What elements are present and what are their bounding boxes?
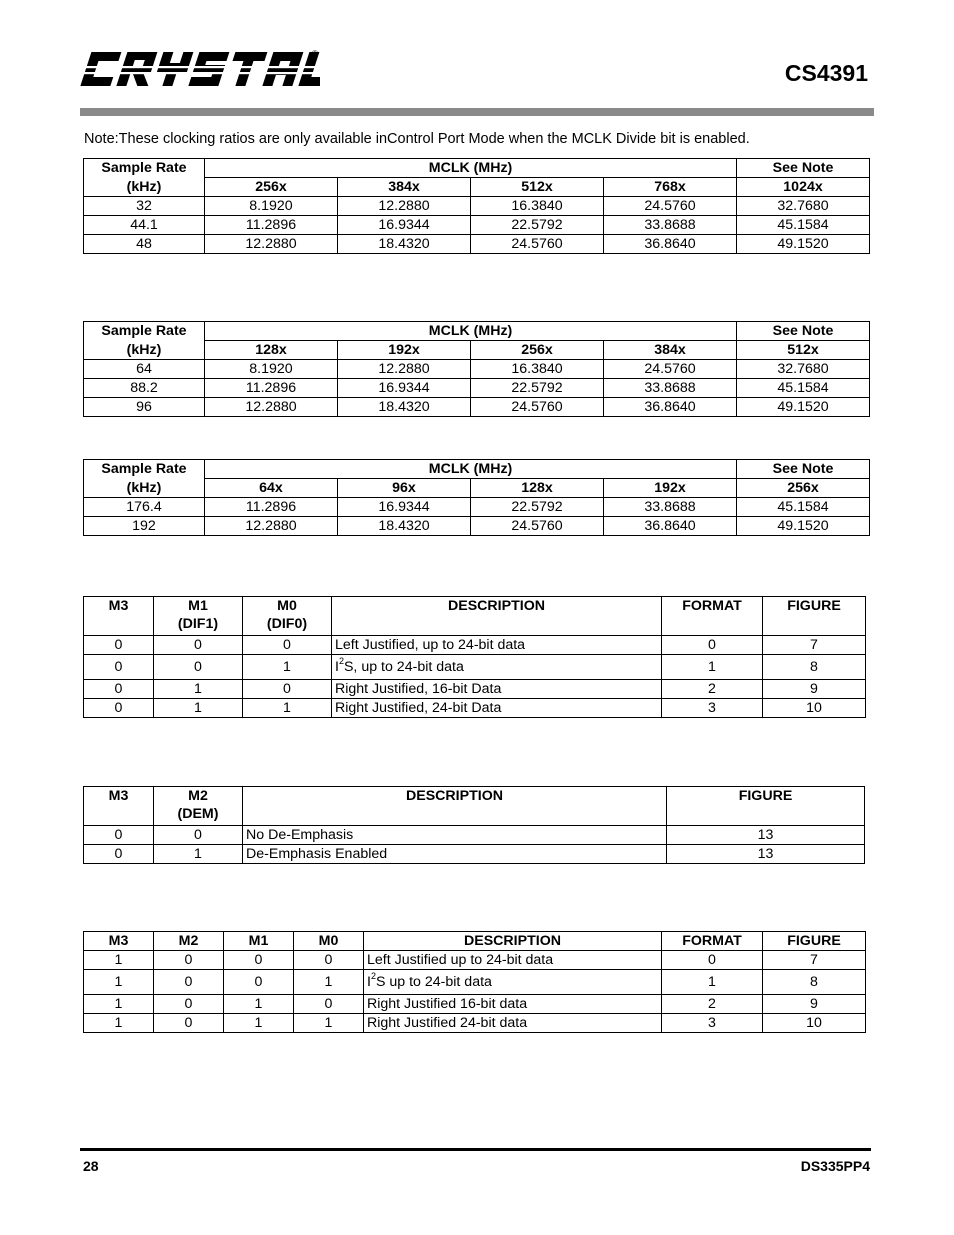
- cell: 0: [154, 826, 243, 845]
- cell: 24.5760: [471, 517, 604, 536]
- table-row: [84, 1014, 866, 1033]
- cell: 0: [154, 951, 224, 970]
- cell: 36.8640: [604, 517, 737, 536]
- cell: 1: [294, 1014, 364, 1033]
- cell: 1: [154, 845, 243, 864]
- cell: 16.3840: [471, 360, 604, 379]
- ratio-header: 96x: [338, 479, 471, 498]
- see-note-header: See Note: [737, 159, 870, 178]
- see-note-header: See Note: [737, 322, 870, 341]
- cell: 16.9344: [338, 498, 471, 517]
- table-row: [84, 951, 866, 970]
- mclk-header: MCLK (MHz): [205, 460, 737, 479]
- table-row: [84, 826, 865, 845]
- cell: 44.1: [84, 216, 205, 235]
- cell: 192: [84, 517, 205, 536]
- cell: 1: [224, 995, 294, 1014]
- description-header: DESCRIPTION: [332, 597, 662, 636]
- cell: 11.2896: [205, 379, 338, 398]
- page-number: 28: [83, 1158, 99, 1174]
- cell: 0: [84, 636, 154, 655]
- cell: 3: [662, 699, 763, 718]
- footer-rule: [80, 1148, 871, 1151]
- cell: 48: [84, 235, 205, 254]
- cell: 11.2896: [205, 216, 338, 235]
- cell: 0: [224, 970, 294, 995]
- ratio-header: 192x: [604, 479, 737, 498]
- header-rule: [80, 108, 874, 116]
- cell: 49.1520: [737, 517, 870, 536]
- cell: 22.5792: [471, 498, 604, 517]
- format-header: FORMAT: [662, 597, 763, 636]
- crystal-logo: [80, 44, 320, 94]
- description-cell: $I^2S$ up to 24-bit data: [364, 970, 662, 995]
- ratio-header: 256x: [471, 341, 604, 360]
- cell: 24.5760: [604, 360, 737, 379]
- figure-header: FIGURE: [763, 932, 866, 951]
- cell: 1: [243, 655, 332, 680]
- table-row: [84, 636, 866, 655]
- cell: 0: [224, 951, 294, 970]
- ratio-header: 384x: [604, 341, 737, 360]
- table-row: [84, 498, 870, 517]
- table-row: [84, 379, 870, 398]
- cell: 96: [84, 398, 205, 417]
- table-row: [84, 699, 866, 718]
- description-cell: Right Justified 24-bit data: [364, 1014, 662, 1033]
- cell: 10: [763, 1014, 866, 1033]
- table-row: [84, 360, 870, 379]
- table-row: [84, 845, 865, 864]
- description-cell: Left Justified up to 24-bit data: [364, 951, 662, 970]
- table-row: [84, 235, 870, 254]
- cell: 1: [84, 1014, 154, 1033]
- description-cell: Right Justified, 16-bit Data: [332, 680, 662, 699]
- ratio-header: 128x: [471, 479, 604, 498]
- cell: 32.7680: [737, 360, 870, 379]
- table-row: [84, 216, 870, 235]
- cell: 9: [763, 680, 866, 699]
- cell: 0: [84, 845, 154, 864]
- cell: 10: [763, 699, 866, 718]
- cell: 1: [84, 951, 154, 970]
- khz-header: (kHz): [84, 479, 205, 498]
- cell: 0: [243, 636, 332, 655]
- table-row: [84, 970, 866, 995]
- cell: 0: [154, 995, 224, 1014]
- mclk-table-1: [83, 158, 870, 254]
- m2-header: M2: [154, 932, 224, 951]
- ratio-header: 256x: [205, 178, 338, 197]
- description-cell: Right Justified 16-bit data: [364, 995, 662, 1014]
- deemphasis-table: [83, 786, 865, 864]
- cell: 176.4: [84, 498, 205, 517]
- cell: 24.5760: [471, 398, 604, 417]
- cell: 13: [667, 826, 865, 845]
- cell: 45.1584: [737, 216, 870, 235]
- m0-header: M0: [294, 932, 364, 951]
- description-cell: De-Emphasis Enabled: [243, 845, 667, 864]
- khz-header: (kHz): [84, 341, 205, 360]
- m3-header: M3: [84, 597, 154, 636]
- description-cell: $I^2S$, up to 24-bit data: [332, 655, 662, 680]
- clocking-note: Note:These clocking ratios are only available inControl Port Mode when the MCLK Divide bit is enabled.: [84, 131, 750, 147]
- cell: 7: [763, 951, 866, 970]
- m0-header: M0 (DIF0): [243, 597, 332, 636]
- cell: 8.1920: [205, 360, 338, 379]
- cell: 33.8688: [604, 379, 737, 398]
- sample-rate-header: Sample Rate: [84, 159, 205, 178]
- svg-text:®: ®: [312, 49, 318, 58]
- cell: 0: [84, 680, 154, 699]
- cell: 0: [294, 951, 364, 970]
- sample-rate-header: Sample Rate: [84, 322, 205, 341]
- cell: 0: [84, 655, 154, 680]
- m1-header: M1 (DIF1): [154, 597, 243, 636]
- cell: 1: [84, 995, 154, 1014]
- cell: 16.3840: [471, 197, 604, 216]
- cell: 18.4320: [338, 398, 471, 417]
- cell: 32.7680: [737, 197, 870, 216]
- table-row: [84, 398, 870, 417]
- mclk-header: MCLK (MHz): [205, 159, 737, 178]
- cell: 22.5792: [471, 379, 604, 398]
- cell: 1: [84, 970, 154, 995]
- table-row: [84, 680, 866, 699]
- sample-rate-header: Sample Rate: [84, 460, 205, 479]
- ratio-header: 512x: [737, 341, 870, 360]
- cell: 36.8640: [604, 235, 737, 254]
- table-row: [84, 995, 866, 1014]
- cell: 2: [662, 680, 763, 699]
- cell: 45.1584: [737, 498, 870, 517]
- cell: 8: [763, 655, 866, 680]
- cell: 33.8688: [604, 498, 737, 517]
- cell: 13: [667, 845, 865, 864]
- cell: 12.2880: [205, 517, 338, 536]
- figure-header: FIGURE: [763, 597, 866, 636]
- figure-header: FIGURE: [667, 787, 865, 826]
- table-row: [84, 655, 866, 680]
- cell: 49.1520: [737, 398, 870, 417]
- mclk-table-2: [83, 321, 870, 417]
- cell: 0: [662, 636, 763, 655]
- cell: 0: [84, 826, 154, 845]
- cell: 16.9344: [338, 379, 471, 398]
- cell: 18.4320: [338, 517, 471, 536]
- cell: 0: [662, 951, 763, 970]
- description-header: DESCRIPTION: [243, 787, 667, 826]
- cell: 88.2: [84, 379, 205, 398]
- m3-header: M3: [84, 932, 154, 951]
- cell: 12.2880: [338, 197, 471, 216]
- cell: 0: [154, 1014, 224, 1033]
- cell: 0: [243, 680, 332, 699]
- format-table-a: [83, 596, 866, 718]
- part-number: CS4391: [784, 60, 868, 86]
- format-header: FORMAT: [662, 932, 763, 951]
- cell: 22.5792: [471, 216, 604, 235]
- cell: 1: [243, 699, 332, 718]
- description-header: DESCRIPTION: [364, 932, 662, 951]
- see-note-header: See Note: [737, 460, 870, 479]
- ratio-header: 1024x: [737, 178, 870, 197]
- cell: 33.8688: [604, 216, 737, 235]
- table-row: [84, 517, 870, 536]
- cell: 8.1920: [205, 197, 338, 216]
- khz-header: (kHz): [84, 178, 205, 197]
- cell: 18.4320: [338, 235, 471, 254]
- table-row: [84, 197, 870, 216]
- ratio-header: 512x: [471, 178, 604, 197]
- cell: 1: [154, 699, 243, 718]
- ratio-header: 768x: [604, 178, 737, 197]
- cell: 45.1584: [737, 379, 870, 398]
- description-cell: Left Justified, up to 24-bit data: [332, 636, 662, 655]
- ratio-header: 384x: [338, 178, 471, 197]
- document-id: DS335PP4: [800, 1158, 870, 1174]
- cell: 1: [154, 680, 243, 699]
- cell: 32: [84, 197, 205, 216]
- cell: 0: [84, 699, 154, 718]
- cell: 0: [294, 995, 364, 1014]
- cell: 1: [224, 1014, 294, 1033]
- m1-header: M1: [224, 932, 294, 951]
- cell: 8: [763, 970, 866, 995]
- m3-header: M3: [84, 787, 154, 826]
- cell: 12.2880: [338, 360, 471, 379]
- ratio-header: 128x: [205, 341, 338, 360]
- cell: 2: [662, 995, 763, 1014]
- cell: 49.1520: [737, 235, 870, 254]
- cell: 1: [294, 970, 364, 995]
- ratio-header: 256x: [737, 479, 870, 498]
- cell: 24.5760: [604, 197, 737, 216]
- cell: 36.8640: [604, 398, 737, 417]
- cell: 3: [662, 1014, 763, 1033]
- description-cell: No De-Emphasis: [243, 826, 667, 845]
- format-table-b: [83, 931, 866, 1033]
- cell: 0: [154, 636, 243, 655]
- cell: 24.5760: [471, 235, 604, 254]
- cell: 64: [84, 360, 205, 379]
- cell: 12.2880: [205, 235, 338, 254]
- mclk-table-3: [83, 459, 870, 536]
- cell: 12.2880: [205, 398, 338, 417]
- cell: 9: [763, 995, 866, 1014]
- cell: 16.9344: [338, 216, 471, 235]
- cell: 0: [154, 970, 224, 995]
- ratio-header: 192x: [338, 341, 471, 360]
- mclk-header: MCLK (MHz): [205, 322, 737, 341]
- cell: 1: [662, 655, 763, 680]
- ratio-header: 64x: [205, 479, 338, 498]
- cell: 0: [154, 655, 243, 680]
- cell: 1: [662, 970, 763, 995]
- m2-header: M2 (DEM): [154, 787, 243, 826]
- description-cell: Right Justified, 24-bit Data: [332, 699, 662, 718]
- cell: 11.2896: [205, 498, 338, 517]
- cell: 7: [763, 636, 866, 655]
